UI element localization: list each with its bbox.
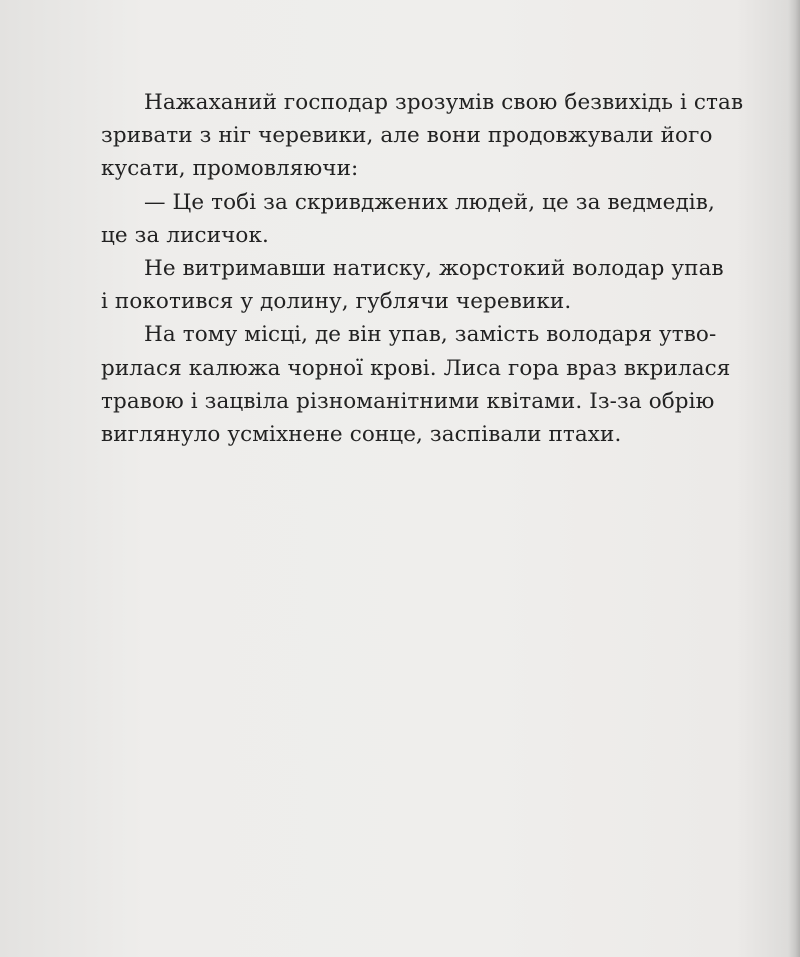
paragraph-line: На тому місці, де він упав, замість володаря утво- [144,322,717,348]
paragraph-line: Не витримавши натиску, жорстокий володар упав [144,256,724,282]
paragraph-line: — Це тобі за скривджених людей, це за ведмедів, [144,189,715,215]
paragraph-4 [101,318,731,451]
paragraph-line: виглянуло усміхнене сонце, заспівали птахи. [101,422,622,448]
paragraph-line: зривати з ніг черевики, але вони продовжували його [101,123,713,149]
paragraph-line: кусати, промовляючи: [101,156,359,182]
page-edge-shadow [788,0,800,957]
paragraph-line: це за лисичок. [101,222,269,248]
story-text [101,86,744,451]
paragraph-line: Нажаханий господар зрозумів свою безвихідь і став [144,90,744,115]
paragraph-2 [101,186,715,252]
paragraph-1 [101,86,744,186]
paragraph-line: рилася калюжа чорної крові. Лиса гора враз вкрилася [101,355,731,381]
paragraph-line: і покотився у долину, гублячи черевики. [101,289,572,315]
paragraph-line: травою і зацвіла різноманітними квітами. Із-за обрію [101,388,715,414]
paragraph-3 [101,252,724,318]
